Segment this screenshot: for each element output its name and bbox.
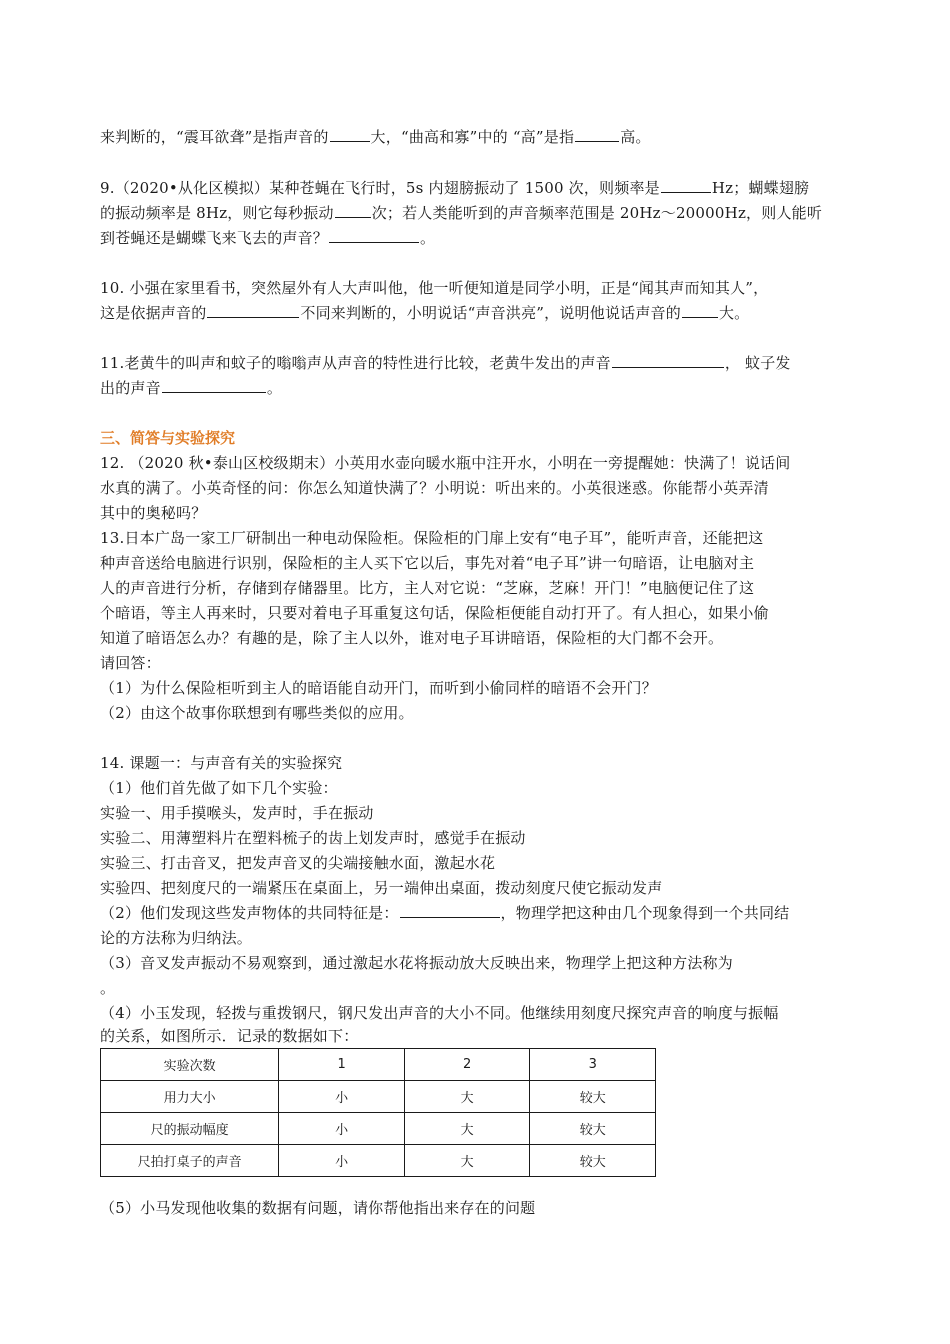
q8-tail-line — [100, 126, 651, 148]
q9-line-2 — [100, 202, 822, 224]
q14-line-3: 实验一、用手摸喉头，发声时，手在振动 — [100, 804, 374, 822]
q9-text-3a: 到苍蝇还是蝴蝶飞来飞去的声音？ — [100, 229, 329, 247]
q10-text-2c: 大。 — [718, 304, 750, 322]
q13-line-3: 人的声音进行分析，存储到存储器里。比方，主人对它说：“芝麻，芝麻！开门！”电脑便记住了这 — [100, 579, 755, 597]
q8-text-3: 高。 — [620, 128, 651, 146]
q12-line-2: 水真的满了。小英奇怪的问：你怎么知道快满了？小明说：听出来的。小英很迷惑。你能帮小英弄清 — [100, 479, 769, 497]
q9-line-1 — [100, 177, 809, 199]
q9-blank-times[interactable] — [335, 203, 371, 218]
q14-line-11: （4）小玉发现，轻拨与重拨钢尺，钢尺发出声音的大小不同。他继续用刻度尺探究声音的响度与振幅 — [100, 1004, 779, 1022]
table-cell: 小 — [279, 1145, 405, 1177]
q9-text-3b: 。 — [420, 229, 436, 247]
q8-blank-1[interactable] — [330, 127, 370, 142]
q14-text-7a: （2）他们发现这些发声物体的共同特征是： — [100, 904, 399, 922]
q14-line-5: 实验三、打击音叉，把发声音叉的尖端接触水面，激起水花 — [100, 854, 496, 872]
table-row-header: 尺的振动幅度 — [101, 1113, 279, 1145]
q14-line-12: 的关系，如图所示．记录的数据如下： — [100, 1027, 359, 1045]
q14-line-4: 实验二、用薄塑料片在塑料梳子的齿上划发声时，感觉手在振动 — [100, 829, 526, 847]
q14-line-10: 。 — [100, 979, 116, 997]
q13-line-5: 知道了暗语怎么办？有趣的是，除了主人以外，谁对电子耳讲暗语，保险柜的大门都不会开。 — [100, 629, 724, 647]
q13-line-2: 种声音送给电脑进行识别，保险柜的主人买下它以后，事先对着“电子耳”讲一句暗语，让电脑对主 — [100, 554, 755, 572]
table-cell: 大 — [404, 1145, 530, 1177]
q8-text-2: 大，“曲高和寡”中的 “高”是指 — [370, 128, 575, 146]
table-cell: 大 — [404, 1081, 530, 1113]
q11-text-2b: 。 — [266, 379, 283, 397]
q14-line-8: 论的方法称为归纳法。 — [100, 929, 253, 947]
q11-line-1 — [100, 352, 791, 374]
q14-line-7 — [100, 902, 789, 924]
q10-line-2 — [100, 302, 749, 324]
q14-line-6: 实验四、把刻度尺的一端紧压在桌面上，另一端伸出桌面，拨动刻度尺使它振动发声 — [100, 879, 663, 897]
table-row — [101, 1113, 656, 1145]
data-table — [100, 1048, 656, 1177]
table-cell: 较大 — [530, 1113, 656, 1145]
table-row-header: 尺拍打桌子的声音 — [101, 1145, 279, 1177]
q14-blank-common-feature[interactable] — [400, 903, 500, 918]
q14-line-1: 14. 课题一：与声音有关的实验探究 — [100, 754, 343, 772]
q13-line-8: （2）由这个故事你联想到有哪些类似的应用。 — [100, 704, 414, 722]
section-title: 三、简答与实验探究 — [100, 429, 236, 447]
q14-line-13: （5）小马发现他收集的数据有问题，请你帮他指出来存在的问题 — [100, 1199, 536, 1217]
q9-line-3 — [100, 227, 435, 249]
q8-text-1: 来判断的，“震耳欲聋”是指声音的 — [100, 128, 329, 146]
table-cell: 3 — [530, 1049, 656, 1081]
q11-line-2 — [100, 377, 282, 399]
q12-line-3: 其中的奥秘吗？ — [100, 504, 207, 522]
table-cell: 较大 — [530, 1145, 656, 1177]
table-cell: 小 — [279, 1081, 405, 1113]
data-table-body — [101, 1049, 656, 1177]
q13-line-6: 请回答： — [100, 654, 161, 672]
q9-text-1a: 9.（2020•从化区模拟）某种苍蝇在飞行时，5s 内翅膀振动了 1500 次，则频率是 — [100, 179, 660, 197]
q13-line-1: 13.日本广岛一家工厂研制出一种电动保险柜。保险柜的门扉上安有“电子耳”，能听声音，还能把这 — [100, 529, 764, 547]
table-row-header: 用力大小 — [101, 1081, 279, 1113]
table-row — [101, 1145, 656, 1177]
q13-line-4: 个暗语，等主人再来时，只要对着电子耳重复这句话，保险柜便能自动打开了。有人担心，如果小偷 — [100, 604, 769, 622]
q11-blank-cow[interactable] — [612, 353, 724, 368]
q12-line-1: 12. （2020 秋•泰山区校级期末）小英用水壶向暖水瓶中注开水，小明在一旁提醒她：快满了！说话间 — [100, 454, 791, 472]
q9-blank-answer[interactable] — [329, 228, 419, 243]
q13-line-7: （1）为什么保险柜听到主人的暗语能自动开门，而听到小偷同样的暗语不会开门？ — [100, 679, 657, 697]
q14-line-2: （1）他们首先做了如下几个实验： — [100, 779, 338, 797]
table-cell: 1 — [279, 1049, 405, 1081]
q9-text-2b: 次；若人类能听到的声音频率范围是 20Hz～20000Hz，则人能听 — [371, 204, 823, 222]
q9-text-1b: Hz；蝴蝶翅膀 — [711, 179, 810, 197]
q14-line-9: （3）音叉发声振动不易观察到，通过激起水花将振动放大反映出来，物理学上把这种方法称为 — [100, 954, 733, 972]
q11-text-2a: 出的声音 — [100, 379, 161, 397]
q14-text-7b: ，物理学把这种由几个现象得到一个共同结 — [500, 904, 790, 922]
q10-text-2b: 不同来判断的，小明说话“声音洪亮”，说明他说话声音的 — [300, 304, 681, 322]
table-cell: 大 — [404, 1113, 530, 1145]
table-cell: 较大 — [530, 1081, 656, 1113]
q10-text-2a: 这是依据声音的 — [100, 304, 207, 322]
q9-blank-frequency[interactable] — [661, 178, 711, 193]
table-row — [101, 1081, 656, 1113]
q10-blank-timbre[interactable] — [207, 303, 299, 318]
q8-blank-2[interactable] — [575, 127, 619, 142]
q9-text-2a: 的振动频率是 8Hz，则它每秒振动 — [100, 204, 334, 222]
table-row — [101, 1049, 656, 1081]
table-cell: 小 — [279, 1113, 405, 1145]
q10-blank-loudness[interactable] — [682, 303, 718, 318]
q11-text-1a: 11.老黄牛的叫声和蚊子的嗡嗡声从声音的特性进行比较，老黄牛发出的声音 — [100, 354, 611, 372]
table-cell: 2 — [404, 1049, 530, 1081]
table-row-header: 实验次数 — [101, 1049, 279, 1081]
q11-blank-mosquito[interactable] — [162, 378, 266, 393]
q10-line-1: 10. 小强在家里看书，突然屋外有人大声叫他，他一听便知道是同学小明，正是“闻其声而知其人”， — [100, 279, 769, 297]
q11-text-1b: ， 蚊子发 — [724, 354, 791, 372]
